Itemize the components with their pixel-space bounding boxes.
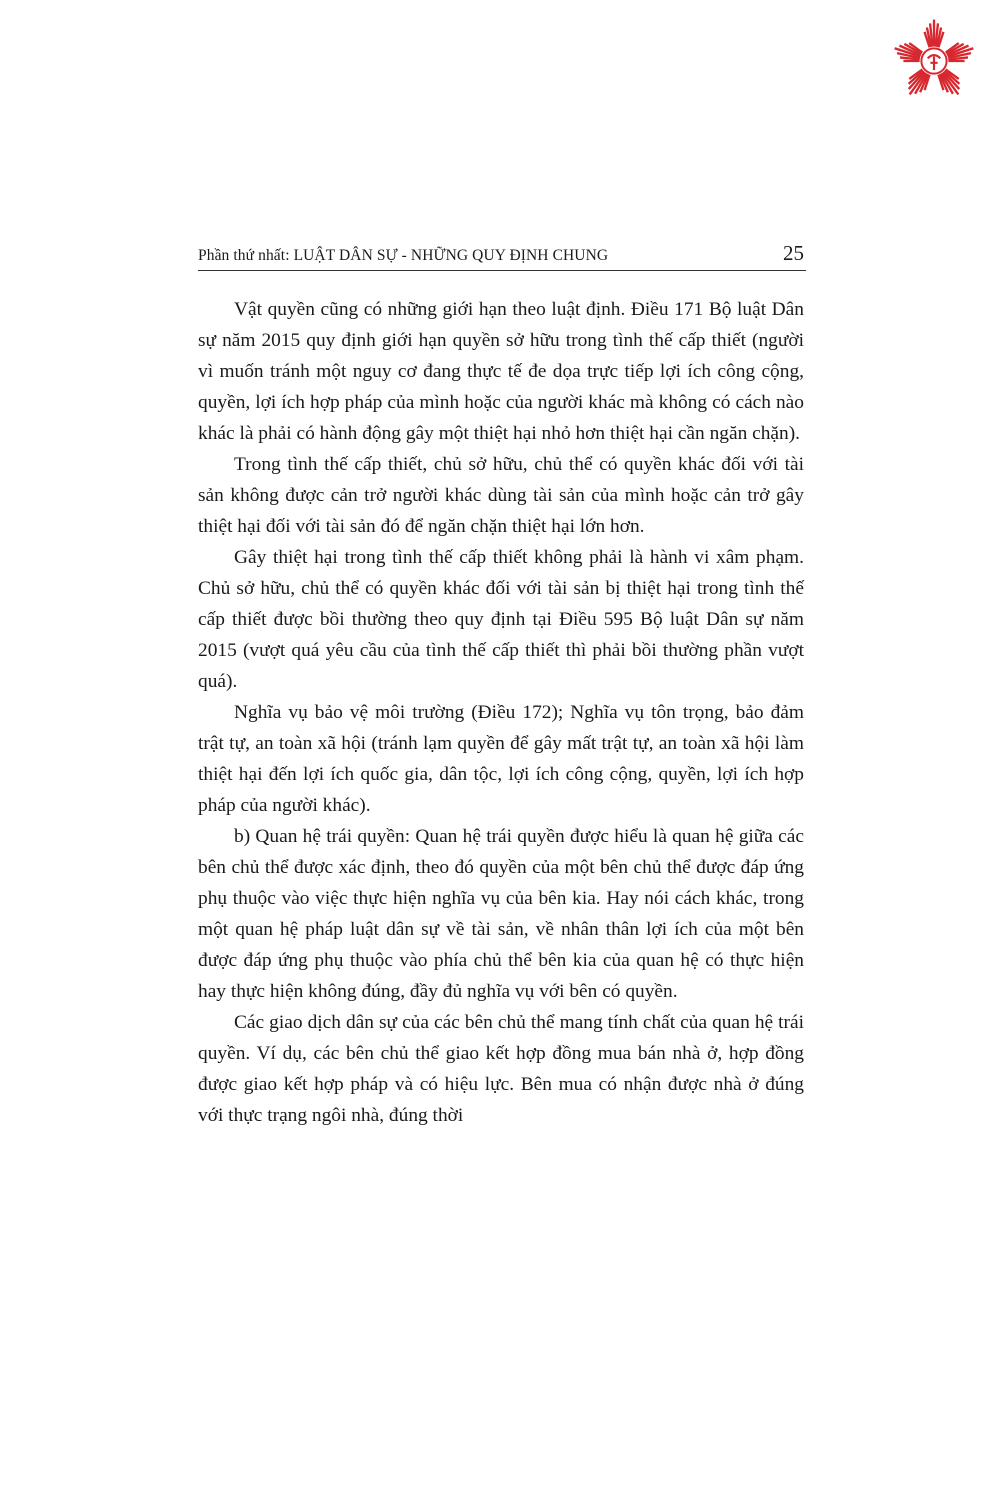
paragraph: Các giao dịch dân sự của các bên chủ thể mang tính chất của quan hệ trái quyền. Ví dụ, các bên chủ thể giao kết hợp đồng mua bán nhà ở, hợp đồng được giao kết hợp pháp và có hiệu lực. Bên mua có nhận được nhà ở đúng với thực trạng ngôi nhà, đúng thời xyxy=(198,1012,804,1126)
paragraph: Trong tình thế cấp thiết, chủ sở hữu, chủ thể có quyền khác đối với tài sản không được cản trở người khác dùng tài sản của mình hoặc cản trở gây thiệt hại đối với tài sản đó để ngăn chặn thiệt hại lớn hơn. xyxy=(198,454,804,537)
page-number: 25 xyxy=(783,241,804,265)
paragraph: Vật quyền cũng có những giới hạn theo luật định. Điều 171 Bộ luật Dân sự năm 2015 quy định giới hạn quyền sở hữu trong tình thế cấp thiết (người vì muốn tránh một nguy cơ đang thực tế đe dọa trực tiếp lợi ích công cộng, quyền, lợi ích hợp pháp của mình hoặc của người khác mà không có cách nào khác là phải có hành động gây một thiệt hại nhỏ hơn thiệt hại cần ngăn chặn). xyxy=(198,299,804,444)
paragraph: Nghĩa vụ bảo vệ môi trường (Điều 172); Nghĩa vụ tôn trọng, bảo đảm trật tự, an toàn xã hội (tránh lạm quyền để gây mất trật tự, an toàn xã hội làm thiệt hại đến lợi ích quốc gia, dân tộc, lợi ích công cộng, quyền, lợi ích hợp pháp của người khác). xyxy=(198,702,804,816)
body-text xyxy=(198,294,804,1131)
header-title: Phần thứ nhất: LUẬT DÂN SỰ - NHỮNG QUY ĐỊNH CHUNG xyxy=(198,247,609,264)
paragraph: b) Quan hệ trái quyền: Quan hệ trái quyền được hiểu là quan hệ giữa các bên chủ thể được xác định, theo đó quyền của một bên chủ thể được đáp ứng phụ thuộc vào việc thực hiện nghĩa vụ của bên kia. Hay nói cách khác, trong một quan hệ pháp luật dân sự về tài sản, về nhân thân lợi ích của một bên được đáp ứng phụ thuộc vào phía chủ thể bên kia của quan hệ có thực hiện hay thực hiện không đúng, đầy đủ nghĩa vụ với bên có quyền. xyxy=(198,826,804,1002)
running-header xyxy=(198,240,806,271)
paragraph: Gây thiệt hại trong tình thế cấp thiết không phải là hành vi xâm phạm. Chủ sở hữu, chủ thể có quyền khác đối với tài sản bị thiệt hại trong tình thế cấp thiết được bồi thường theo quy định tại Điều 595 Bộ luật Dân sự năm 2015 (vượt quá yêu cầu của tình thế cấp thiết thì phải bồi thường phần vượt quá). xyxy=(198,547,804,692)
publisher-star-logo-icon xyxy=(888,16,980,106)
